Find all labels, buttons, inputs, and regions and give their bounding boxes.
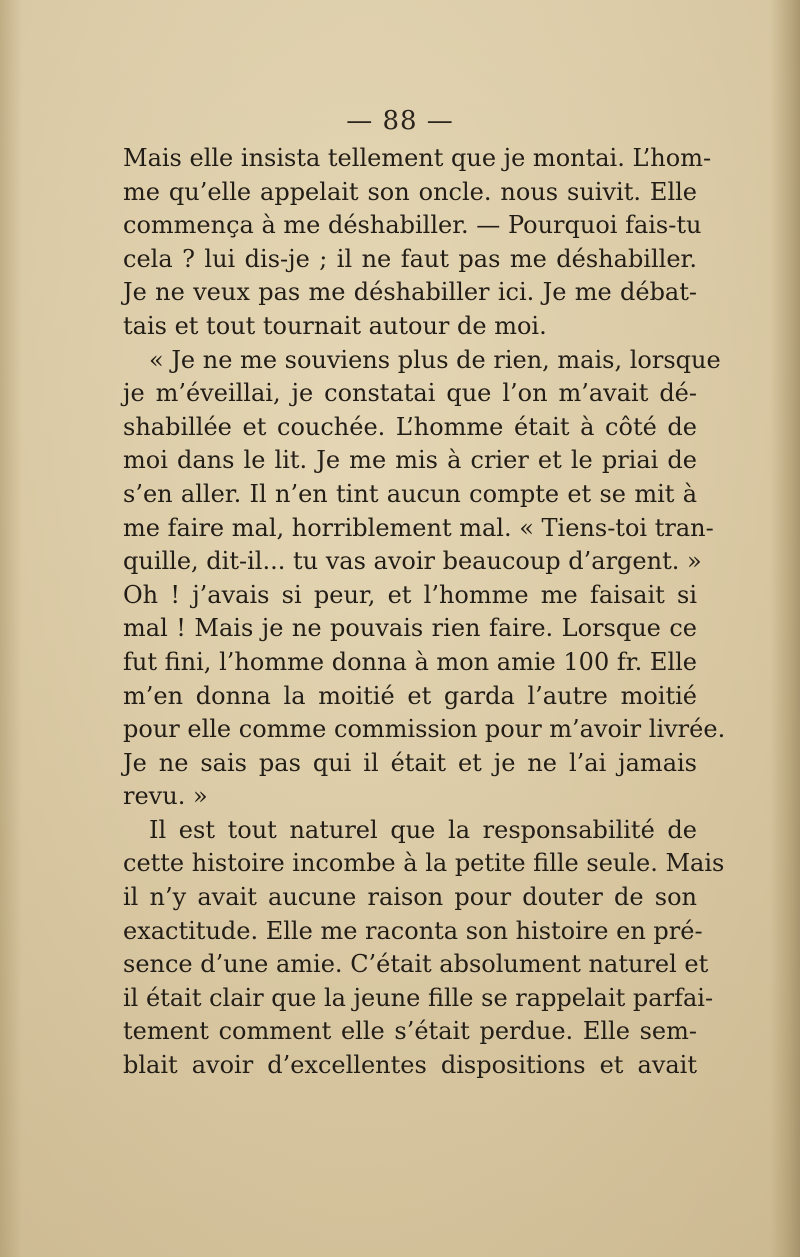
text-line: Il est tout naturel que la responsabilité de bbox=[149, 815, 697, 844]
text-line: « Je ne me souviens plus de rien, mais, lorsque bbox=[149, 345, 721, 374]
text-line: s’en aller. Il n’en tint aucun compte et se mit à bbox=[123, 479, 697, 508]
text-line: je m’éveillai, je constatai que l’on m’avait dé- bbox=[123, 379, 697, 408]
text-line: fut fini, l’homme donna à mon amie 100 fr. Elle bbox=[123, 647, 697, 676]
text-line: me qu’elle appelait son oncle. nous suivit. Elle bbox=[123, 177, 697, 206]
text-line: il n’y avait aucune raison pour douter de son bbox=[123, 883, 697, 912]
text-line: Mais elle insista tellement que je montai. L’hom- bbox=[123, 144, 712, 172]
text-line: cette histoire incombe à la petite fille seule. Mais bbox=[123, 849, 725, 878]
text-line: revu. » bbox=[123, 782, 208, 811]
text-line: shabillée et couchée. L’homme était à côté de bbox=[123, 412, 697, 441]
text-line: tais et tout tournait autour de moi. bbox=[123, 311, 547, 340]
text-line: Je ne veux pas me déshabiller ici. Je me débat- bbox=[123, 278, 697, 307]
body-text bbox=[123, 142, 726, 1083]
text-line: exactitude. Elle me raconta son histoire en pré- bbox=[123, 916, 703, 945]
text-line: Je ne sais pas qui il était et je ne l’ai jamais bbox=[123, 748, 697, 777]
text-line: moi dans le lit. Je me mis à crier et le priai de bbox=[123, 446, 697, 475]
page-left-edge bbox=[0, 0, 22, 1257]
text-line: Oh ! j’avais si peur, et l’homme me faisait si bbox=[123, 580, 697, 609]
text-line: il était clair que la jeune fille se rappelait parfai- bbox=[123, 983, 714, 1012]
text-line: blait avoir d’excellentes dispositions et avait bbox=[123, 1051, 697, 1080]
text-line: commença à me déshabiller. — Pourquoi fais-tu bbox=[123, 211, 702, 240]
text-line: mal ! Mais je ne pouvais rien faire. Lorsque ce bbox=[123, 614, 697, 643]
text-line: quille, dit-il... tu vas avoir beaucoup d’argent. » bbox=[123, 547, 702, 576]
text-line: tement comment elle s’était perdue. Elle sem- bbox=[123, 1017, 697, 1046]
text-line: me faire mal, horriblement mal. « Tiens-toi tran- bbox=[123, 513, 714, 542]
text-line: cela ? lui dis-je ; il ne faut pas me déshabiller. bbox=[123, 244, 697, 273]
text-line: sence d’une amie. C’était absolument naturel et bbox=[123, 950, 709, 979]
text-line: pour elle comme commission pour m’avoir livrée. bbox=[123, 715, 726, 744]
page-number: — 88 — bbox=[346, 106, 454, 136]
text-line: m’en donna la moitié et garda l’autre moitié bbox=[123, 681, 697, 710]
page-right-edge bbox=[770, 0, 800, 1257]
